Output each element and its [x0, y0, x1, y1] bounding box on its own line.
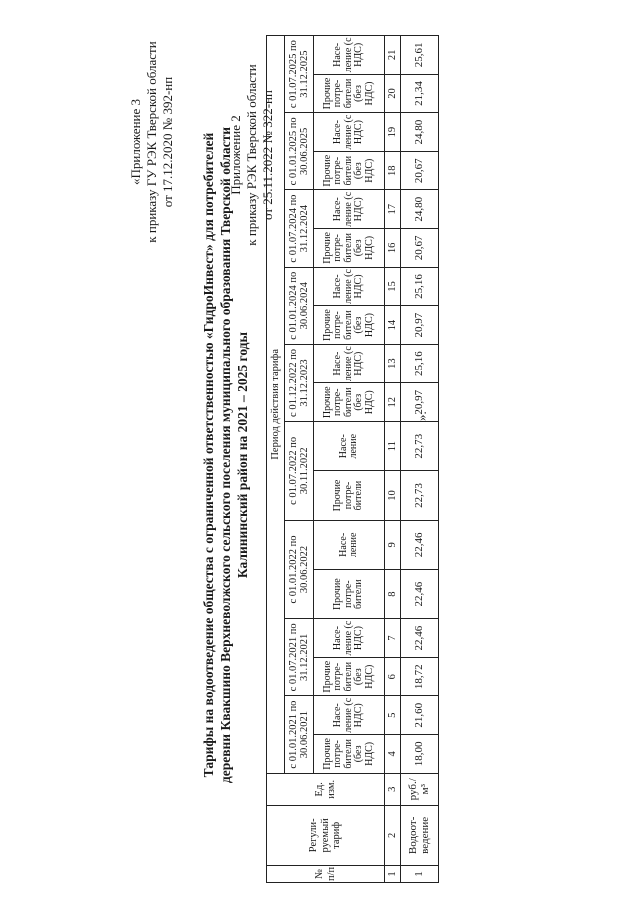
category-cell: Прочие потре-бители (без НДС) — [314, 657, 385, 696]
column-number: 12 — [385, 383, 401, 422]
column-number: 13 — [385, 344, 401, 383]
tariff-value: 18,72 — [401, 657, 439, 696]
tariff-value: 18,00 — [401, 735, 439, 774]
column-number: 15 — [385, 267, 401, 306]
tariff-value: 22,46 — [401, 520, 439, 569]
header-unit: Ед. изм. — [267, 773, 385, 805]
tariff-value: 20,67 — [401, 229, 439, 268]
column-number: 2 — [385, 805, 401, 865]
period-cell: с 01.07.2021 по 31.12.2021 — [285, 619, 314, 696]
appendix-2-line-2: к приказу РЭК Тверской области — [244, 64, 259, 246]
column-number: 18 — [385, 151, 401, 190]
period-cell: с 01.07.2022 по 30.11.2022 — [285, 422, 314, 521]
category-cell: Насе-ление — [314, 422, 385, 471]
column-number: 14 — [385, 306, 401, 345]
column-number: 17 — [385, 190, 401, 229]
appendix-3-header — [128, 7, 176, 277]
document-title — [200, 45, 251, 865]
category-cell: Насе-ление (с НДС) — [314, 344, 385, 383]
column-number: 8 — [385, 569, 401, 618]
period-cell: с 01.07.2024 по 31.12.2024 — [285, 190, 314, 267]
column-number: 1 — [385, 865, 401, 882]
category-cell: Насе-ление (с НДС) — [314, 267, 385, 306]
tariff-value: 22,46 — [401, 619, 439, 658]
tariff-value: 25,16 — [401, 344, 439, 383]
column-number: 3 — [385, 773, 401, 805]
column-number: 16 — [385, 229, 401, 268]
category-cell: Насе-ление (с НДС) — [314, 619, 385, 658]
category-cell: Насе-ление — [314, 520, 385, 569]
category-cell: Насе-ление (с НДС) — [314, 190, 385, 229]
closing-quote: ». — [414, 411, 429, 421]
tariff-value: 21,34 — [401, 74, 439, 113]
category-cell: Прочие потре-бители (без НДС) — [314, 151, 385, 190]
tariff-table — [266, 35, 439, 883]
appendix-3-line-2: к приказу ГУ РЭК Тверской области — [144, 41, 159, 243]
title-line-3: Калининский район на 2021 – 2025 годы — [235, 331, 250, 579]
tariff-value: 24,80 — [401, 113, 439, 152]
category-cell: Прочие потре-бители (без НДС) — [314, 74, 385, 113]
header-period: Период действия тарифа — [267, 36, 285, 774]
period-cell: с 01.01.2025 по 30.06.2025 — [285, 113, 314, 190]
column-number: 6 — [385, 657, 401, 696]
category-cell: Прочие потре-бители (без НДС) — [314, 306, 385, 345]
title-line-2: деревни Квакшино Верхневолжского сельского поселения муниципального образования Тверской области — [218, 126, 233, 784]
tariff-value: 22,46 — [401, 569, 439, 618]
period-cell: с 01.07.2025 по 31.12.2025 — [285, 36, 314, 113]
period-cell: с 01.01.2024 по 30.06.2024 — [285, 267, 314, 344]
column-number: 4 — [385, 735, 401, 774]
title-line-1: Тарифы на водоотведение общества с ограниченной ответственностью «ГидроИнвест» для потребителей — [201, 132, 216, 778]
column-number: 11 — [385, 422, 401, 471]
appendix-3-line-1: «Приложение 3 — [128, 98, 143, 186]
tariff-value: 20,97 — [401, 306, 439, 345]
row-unit: руб./м³ — [401, 773, 439, 805]
category-cell: Прочие потре-бители (без НДС) — [314, 383, 385, 422]
category-cell: Прочие потре-бители — [314, 569, 385, 618]
tariff-value: 24,80 — [401, 190, 439, 229]
tariff-value: 25,16 — [401, 267, 439, 306]
table-row — [401, 36, 439, 883]
appendix-2-line-3: от 25.11.2022 № 322-нп — [260, 90, 275, 220]
header-regulated-tariff: Регули-руемый тариф — [267, 805, 385, 865]
tariff-value: 20,97 — [401, 383, 439, 422]
category-cell: Прочие потре-бители (без НДС) — [314, 229, 385, 268]
column-number: 10 — [385, 471, 401, 520]
category-cell: Насе-ление (с НДС) — [314, 36, 385, 75]
tariff-value: 22,73 — [401, 422, 439, 471]
column-number: 5 — [385, 696, 401, 735]
column-number: 21 — [385, 36, 401, 75]
appendix-2-line-1: Приложение 2 — [228, 115, 243, 195]
row-number: 1 — [401, 865, 439, 882]
period-cell: с 01.12.2022 по 31.12.2023 — [285, 344, 314, 421]
column-number: 20 — [385, 74, 401, 113]
category-cell: Прочие потре-бители — [314, 471, 385, 520]
category-cell: Насе-ление (с НДС) — [314, 696, 385, 735]
column-number: 9 — [385, 520, 401, 569]
period-cell: с 01.01.2022 по 30.06.2022 — [285, 520, 314, 619]
header-number: № п/п — [267, 865, 385, 882]
tariff-value: 20,67 — [401, 151, 439, 190]
category-cell: Прочие потре-бители (без НДС) — [314, 735, 385, 774]
tariff-value: 25,61 — [401, 36, 439, 75]
row-tariff-name: Водоот-ведение — [401, 805, 439, 865]
column-number: 7 — [385, 619, 401, 658]
tariff-value: 22,73 — [401, 471, 439, 520]
category-cell: Насе-ление (с НДС) — [314, 113, 385, 152]
appendix-3-line-3: от 17.12.2020 № 392-нп — [160, 76, 175, 208]
tariff-value: 21,60 — [401, 696, 439, 735]
period-cell: с 01.01.2021 по 30.06.2021 — [285, 696, 314, 773]
column-number: 19 — [385, 113, 401, 152]
